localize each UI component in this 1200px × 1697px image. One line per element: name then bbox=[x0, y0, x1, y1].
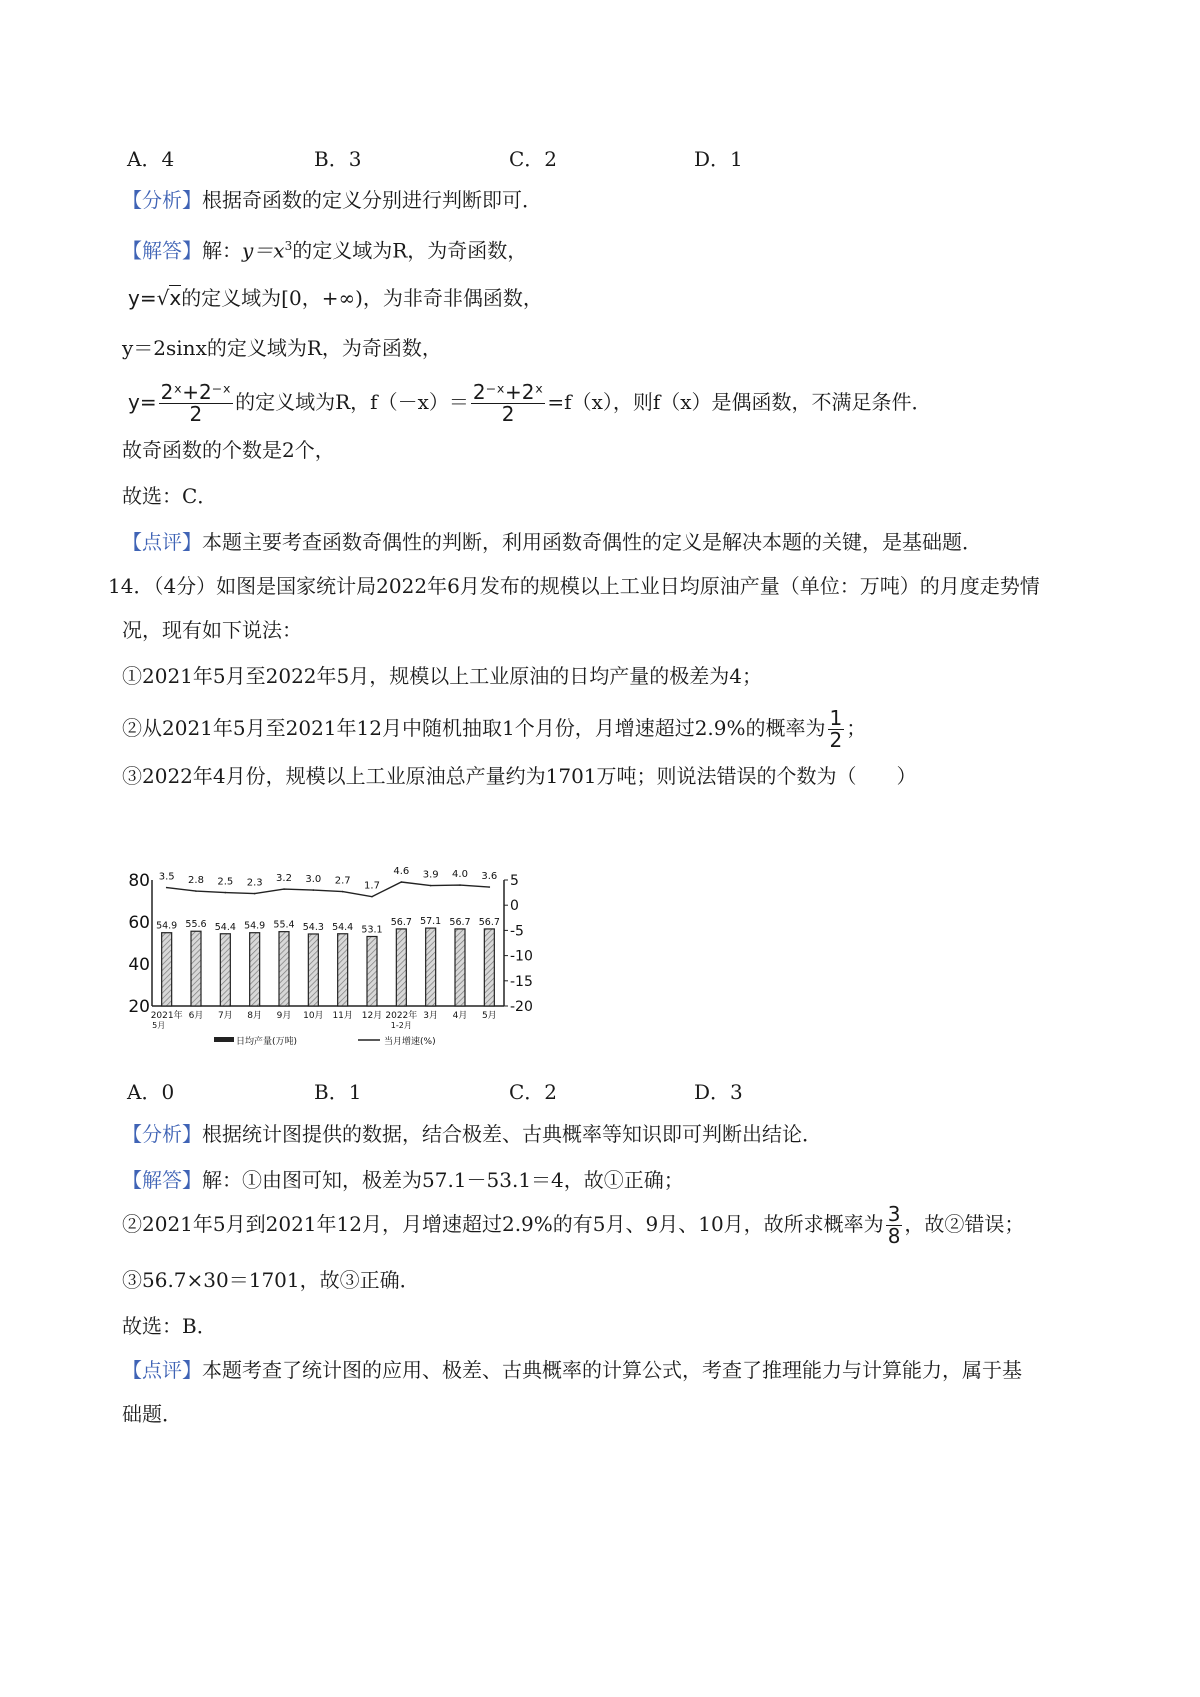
fraction-1 bbox=[159, 382, 234, 425]
bar bbox=[279, 932, 289, 1006]
analysis-tag: 【分析】 bbox=[122, 188, 202, 212]
analysis-text: 根据统计图提供的数据，结合极差、古典概率等知识即可判断出结论． bbox=[202, 1122, 822, 1146]
x-tick-label: 12月 bbox=[361, 1011, 383, 1021]
bar-data-label: 55.6 bbox=[185, 919, 207, 931]
x-tick-label: 5月 bbox=[481, 1011, 497, 1021]
bar bbox=[396, 929, 406, 1006]
growth-rate-point bbox=[225, 892, 227, 894]
fraction-1-den: 2 bbox=[189, 402, 203, 426]
bar bbox=[308, 934, 318, 1006]
line1-rest: 的定义域为R，为奇函数， bbox=[292, 238, 528, 263]
statement-2-post: ； bbox=[846, 716, 867, 740]
bar-data-label: 54.9 bbox=[244, 920, 266, 932]
bar bbox=[191, 931, 201, 1006]
left-tick-label: 20 bbox=[128, 997, 150, 1017]
bar-data-label: 54.9 bbox=[156, 920, 178, 932]
bar bbox=[162, 933, 172, 1006]
solution-line2-post: ，故②错误； bbox=[904, 1212, 1025, 1236]
right-tick-label: -15 bbox=[510, 973, 533, 990]
q14-solution-line4: 故选：B． bbox=[122, 1314, 217, 1338]
right-tick-label: 0 bbox=[510, 898, 519, 915]
q14-stem-line1: 14．（4分）如图是国家统计局2022年6月发布的规模以上工业日均原油产量（单位：万吨）的月度走势情 bbox=[108, 574, 1040, 598]
line2-rest: 的定义域为[0，+∞)，为非奇非偶函数， bbox=[181, 286, 543, 310]
growth-rate-point bbox=[166, 887, 168, 889]
q13-option-c: C．2 bbox=[509, 147, 558, 171]
q14-option-d: D．3 bbox=[694, 1080, 743, 1104]
left-tick-label: 80 bbox=[128, 871, 150, 891]
growth-rate-point bbox=[371, 896, 373, 898]
q14-analysis bbox=[122, 1120, 822, 1148]
q13-solution-line5: 故奇函数的个数是2个， bbox=[122, 438, 335, 462]
q13-solution-line6: 故选：C． bbox=[122, 484, 218, 508]
bar bbox=[250, 933, 260, 1006]
line1-expr: y＝x bbox=[242, 238, 285, 263]
q13-solution-line2 bbox=[128, 284, 543, 312]
q14-comment-line1 bbox=[122, 1356, 1022, 1384]
growth-rate-point bbox=[313, 889, 315, 891]
solution-tag: 【解答】 bbox=[122, 1168, 202, 1192]
x-tick-label: 7月 bbox=[217, 1011, 233, 1021]
left-tick-label: 60 bbox=[128, 913, 150, 933]
sqrt-radicand: x bbox=[169, 286, 182, 310]
line4-mid: 的定义域为R，f（－x）＝ bbox=[235, 390, 469, 414]
oil-production-chart bbox=[128, 866, 533, 1054]
growth-rate-point bbox=[195, 890, 197, 892]
q14-stem-line2: 况，现有如下说法： bbox=[122, 618, 302, 642]
bar-data-label: 55.4 bbox=[273, 919, 295, 931]
q14-statement-3: ③2022年4月份，规模以上工业原油总产量约为1701万吨；则说法错误的个数为（ ） bbox=[122, 764, 917, 788]
x-tick-label: 10月 bbox=[303, 1011, 324, 1021]
fraction-2-den: 2 bbox=[501, 402, 515, 426]
fraction-2-num: 2⁻ˣ+2ˣ bbox=[472, 380, 544, 404]
line1-sup: 3 bbox=[284, 239, 293, 253]
comment-text: 本题考查了统计图的应用、极差、古典概率的计算公式，考查了推理能力与计算能力，属于基 bbox=[202, 1358, 1022, 1382]
line-data-label: 2.3 bbox=[246, 877, 263, 889]
q14-solution-line3: ③56.7×30＝1701，故③正确． bbox=[122, 1268, 420, 1292]
x-tick-sublabel: 5月 bbox=[152, 1021, 166, 1030]
bar bbox=[367, 936, 377, 1006]
solution-line1: 解：①由图可知，极差为57.1－53.1＝4，故①正确； bbox=[202, 1168, 684, 1192]
analysis-text: 根据奇函数的定义分别进行判断即可． bbox=[202, 188, 542, 212]
growth-rate-point bbox=[254, 893, 256, 895]
q13-solution-line1 bbox=[122, 232, 527, 265]
x-tick-label: 11月 bbox=[332, 1011, 353, 1021]
line-data-label: 4.0 bbox=[452, 869, 468, 881]
x-tick-label: 9月 bbox=[276, 1011, 292, 1021]
bar-data-label: 56.7 bbox=[390, 916, 412, 928]
line-data-label: 2.8 bbox=[188, 875, 204, 887]
bar-data-label: 54.4 bbox=[214, 921, 236, 933]
line2-prefix: y= bbox=[128, 286, 157, 310]
right-tick-label: -20 bbox=[510, 999, 533, 1015]
q14-comment-line2: 础题． bbox=[122, 1402, 182, 1426]
legend-bar-label: 日均产量(万吨) bbox=[236, 1037, 298, 1047]
solution-intro: 解： bbox=[202, 238, 242, 263]
sqrt-sign: √ bbox=[156, 286, 170, 310]
solution-tag: 【解答】 bbox=[122, 238, 202, 263]
growth-rate-line bbox=[167, 882, 490, 897]
growth-rate-point bbox=[283, 888, 285, 890]
line-data-label: 3.0 bbox=[305, 874, 322, 886]
right-tick-label: 5 bbox=[510, 873, 519, 889]
bar-data-label: 54.4 bbox=[332, 921, 354, 933]
bar-data-label: 57.1 bbox=[420, 916, 442, 928]
line-data-label: 2.7 bbox=[334, 875, 351, 887]
line-data-label: 2.5 bbox=[217, 876, 234, 888]
line4-rest: =f（x），则f（x）是偶函数，不满足条件． bbox=[547, 390, 932, 414]
fraction-1-num: 2ˣ+2⁻ˣ bbox=[160, 380, 232, 404]
bar-data-label: 54.3 bbox=[302, 921, 324, 933]
x-tick-label: 4月 bbox=[452, 1011, 468, 1021]
right-tick-label: -5 bbox=[510, 923, 524, 940]
bar bbox=[220, 934, 230, 1006]
q13-option-a: A．4 bbox=[127, 147, 175, 171]
bar-data-label: 56.7 bbox=[478, 916, 500, 928]
bar-data-label: 53.1 bbox=[361, 924, 383, 936]
line-data-label: 1.7 bbox=[364, 880, 380, 892]
q13-comment bbox=[122, 528, 982, 556]
growth-rate-point bbox=[401, 881, 403, 883]
right-tick-label: -10 bbox=[510, 948, 533, 965]
line-data-label: 3.9 bbox=[422, 869, 439, 881]
comment-text: 本题主要考查函数奇偶性的判断，利用函数奇偶性的定义是解决本题的关键，是基础题． bbox=[202, 530, 982, 554]
statement-2-pre: ②从2021年5月至2021年12月中随机抽取1个月份，月增速超过2.9%的概率为 bbox=[122, 716, 826, 740]
q14-option-b: B．1 bbox=[314, 1080, 362, 1104]
q14-statement-1: ①2021年5月至2022年5月，规模以上工业原油的日均产量的极差为4； bbox=[122, 664, 762, 688]
solution-fraction-num: 3 bbox=[887, 1202, 901, 1226]
q14-statement-2 bbox=[122, 700, 866, 756]
analysis-tag: 【分析】 bbox=[122, 1122, 202, 1146]
line-data-label: 3.2 bbox=[276, 873, 292, 885]
bar bbox=[426, 928, 436, 1006]
x-tick-label: 3月 bbox=[423, 1011, 439, 1021]
fraction-2 bbox=[471, 382, 546, 425]
q13-solution-line3: y＝2sinx的定义域为R，为奇函数， bbox=[122, 336, 442, 360]
x-tick-label: 8月 bbox=[247, 1011, 263, 1021]
x-tick-label: 6月 bbox=[188, 1011, 204, 1021]
legend-bar-swatch bbox=[214, 1037, 234, 1042]
comment-tag: 【点评】 bbox=[122, 1358, 202, 1382]
x-tick-label: 2021年 bbox=[150, 1011, 183, 1021]
bar bbox=[455, 929, 465, 1006]
q13-option-d: D．1 bbox=[694, 147, 743, 171]
q14-solution-line2 bbox=[122, 1196, 1024, 1252]
x-tick-sublabel: 1-2月 bbox=[390, 1021, 412, 1030]
statement-2-den: 2 bbox=[829, 728, 843, 752]
statement-2-num: 1 bbox=[829, 706, 843, 730]
left-tick-label: 40 bbox=[128, 955, 150, 975]
q13-analysis bbox=[122, 186, 542, 214]
q14-option-a: A．0 bbox=[127, 1080, 175, 1104]
legend-line-label: 当月增速(%) bbox=[384, 1037, 436, 1047]
solution-line2-pre: ②2021年5月到2021年12月，月增速超过2.9%的有5月、9月、10月，故所求概率为 bbox=[122, 1212, 884, 1236]
statement-2-fraction bbox=[828, 708, 845, 751]
x-tick-label: 2022年 bbox=[385, 1011, 418, 1021]
line4-prefix: y= bbox=[128, 390, 157, 414]
bar-data-label: 56.7 bbox=[449, 916, 471, 928]
q14-solution-line1 bbox=[122, 1166, 684, 1194]
q14-option-c: C．2 bbox=[509, 1080, 558, 1104]
growth-rate-point bbox=[489, 886, 491, 888]
q13-option-b: B．3 bbox=[314, 147, 362, 171]
growth-rate-point bbox=[459, 884, 461, 886]
bar bbox=[338, 934, 348, 1006]
growth-rate-point bbox=[342, 891, 344, 893]
line-data-label: 3.6 bbox=[481, 871, 498, 883]
q13-solution-line4 bbox=[128, 374, 932, 430]
line-data-label: 4.6 bbox=[393, 866, 410, 878]
bar bbox=[484, 929, 494, 1006]
solution-fraction-den: 8 bbox=[887, 1224, 901, 1248]
comment-tag: 【点评】 bbox=[122, 530, 202, 554]
growth-rate-point bbox=[430, 885, 432, 887]
line-data-label: 3.5 bbox=[158, 871, 175, 883]
solution-fraction bbox=[886, 1204, 903, 1247]
